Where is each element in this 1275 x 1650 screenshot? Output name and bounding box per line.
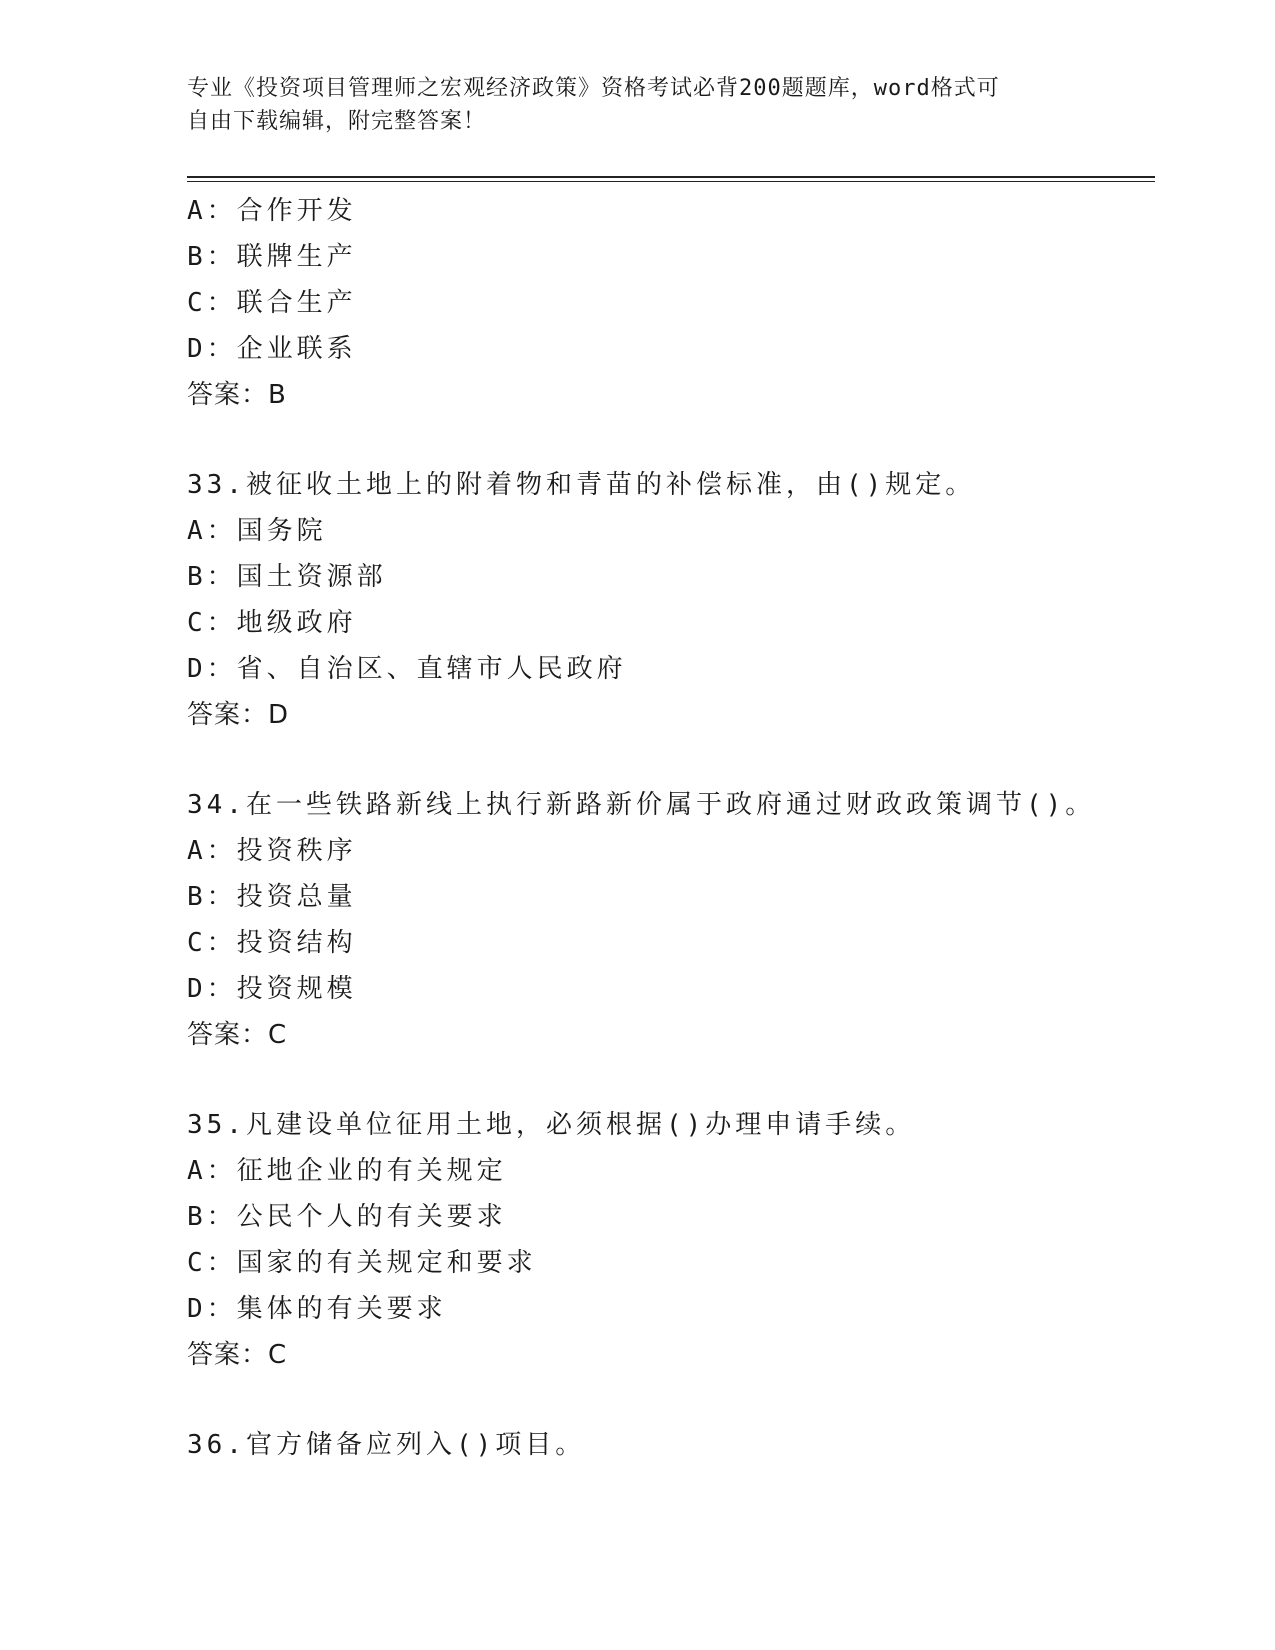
question-36-block [187,1422,1155,1468]
spacer [187,738,1155,782]
answer-line: 答案：D [187,700,290,730]
option-b: B：国土资源部 [187,562,387,592]
question-text: 36.官方储备应列入()项目。 [187,1430,586,1460]
header-line-1: 专业《投资项目管理师之宏观经济政策》资格考试必背200题题库，word格式可 [187,76,1000,101]
spacer [187,1378,1155,1422]
question-34-block [187,782,1155,1058]
spacer [187,418,1155,462]
question-text: 35.凡建设单位征用土地，必须根据()办理申请手续。 [187,1110,916,1140]
option-a: A：征地企业的有关规定 [187,1156,507,1186]
option-a: A：合作开发 [187,196,357,226]
option-c: C：国家的有关规定和要求 [187,1248,537,1278]
option-a: A：投资秩序 [187,836,357,866]
document-header [187,72,1087,138]
option-d: D：集体的有关要求 [187,1294,447,1324]
question-text: 33.被征收土地上的附着物和青苗的补偿标准，由()规定。 [187,470,976,500]
header-divider-thick [187,176,1155,178]
header-divider-thin [187,181,1155,182]
question-text: 34.在一些铁路新线上执行新路新价属于政府通过财政政策调节()。 [187,790,1096,820]
option-b: B：联牌生产 [187,242,357,272]
answer-line: 答案：C [187,1020,288,1050]
question-list [187,188,1155,1468]
spacer [187,1058,1155,1102]
header-line-2: 自由下载编辑，附完整答案！ [187,109,487,134]
option-a: A：国务院 [187,516,327,546]
option-c: C：地级政府 [187,608,357,638]
option-b: B：投资总量 [187,882,357,912]
question-33-block [187,462,1155,738]
option-c: C：联合生产 [187,288,357,318]
option-b: B：公民个人的有关要求 [187,1202,507,1232]
question-32-block [187,188,1155,418]
answer-line: 答案：C [187,1340,288,1370]
option-d: D：省、自治区、直辖市人民政府 [187,654,627,684]
question-35-block [187,1102,1155,1378]
option-d: D：企业联系 [187,334,357,364]
option-d: D：投资规模 [187,974,357,1004]
option-c: C：投资结构 [187,928,357,958]
answer-line: 答案：B [187,380,287,410]
